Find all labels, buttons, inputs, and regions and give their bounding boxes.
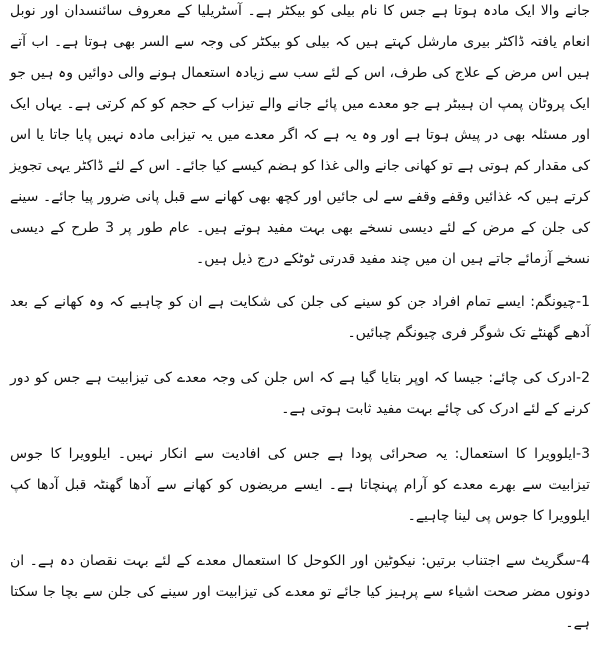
remedy-number: 3-	[576, 446, 590, 462]
remedy-item	[10, 546, 590, 639]
remedy-item	[10, 439, 590, 532]
remedy-text: ایلوویرا کا استعمال: یہ صحرائی پودا ہے جس کی افادیت سے انکار نہیں۔ ایلوویرا کا جوس تیزابیت سے بھرے معدے کو آرام پہنچاتا ہے۔ ایسے مریضوں کو کھانے سے آدھا گھنٹہ قبل آدھا کپ ایلوویرا کا جوس پی لینا چاہیے۔	[10, 446, 590, 524]
remedy-item	[10, 287, 590, 349]
remedy-number: 1-	[576, 294, 590, 310]
intro-paragraph: جانے والا ایک مادہ ہوتا ہے جس کا نام بیلی کو بیکٹر ہے۔ آسٹریلیا کے معروف سائنسدان اور نوبل انعام یافتہ ڈاکٹر بیری مارشل کہتے ہیں کہ بیلی کو بیکٹر کی وجہ سے السر بھی ہوتا ہے۔ اب آتے ہیں اس مرض کے علاج کی طرف، اس کے لئے سب سے زیادہ استعمال ہونے والی دوائیں وہ ہیں جو ایک پروٹان پمپ ان ہیبٹر ہے جو معدے میں پائے جانے والے تیزاب کے حجم کو کم کرتی ہے۔ یہاں ایک اور مسئلہ بھی در پیش ہوتا ہے اور وہ یہ ہے کہ اگر معدے میں یہ تیزابی مادہ نہیں پایا جاتا یا اس کی مقدار کم ہوتی ہے تو کھانی جانے والی غذا کو ہضم کیسے کیا جائے۔ اس کے لئے ڈاکٹر یہی تجویز کرتے ہیں کہ غذائیں وقفے وقفے سے لی جائیں اور کچھ بھی کھانے سے قبل پانی ضرور پیا جائے۔ سینے کی جلن کے مرض کے لئے دیسی نسخے بھی بہت مفید ہوتے ہیں۔ عام طور پر 3 طرح کے دیسی نسخے آزمائے جاتے ہیں ان میں چند مفید قدرتی ٹوٹکے درج ذیل ہیں۔	[10, 3, 590, 267]
remedy-text: چیونگم: ایسے تمام افراد جن کو سینے کی جلن کی شکایت ہے ان کو چاہیے کہ وہ کھانے کے بعد آدھے گھنٹے تک شوگر فری چیونگم چبائیں۔	[10, 294, 590, 341]
remedy-item	[10, 363, 590, 425]
article-body	[10, 0, 590, 653]
remedy-number: 2-	[576, 370, 590, 386]
remedy-number: 4-	[576, 553, 590, 569]
remedy-text: سگریٹ سے اجتناب برتیں: نیکوٹین اور الکوحل کا استعمال معدے کے لئے بہت نقصان دہ ہے۔ ان دونوں مضر صحت اشیاء سے پرہیز کیا جائے تو معدے کی تیزابیت اور سینے کی جلن سے بچا جا سکتا ہے۔	[10, 553, 590, 631]
remedy-text: ادرک کی چائے: جیسا کہ اوپر بتایا گیا ہے کہ اس جلن کی وجہ معدے کی تیزابیت ہے جس کو دور کرنے کے لئے ادرک کی چائے بہت مفید ثابت ہوتی ہے۔	[10, 370, 590, 417]
